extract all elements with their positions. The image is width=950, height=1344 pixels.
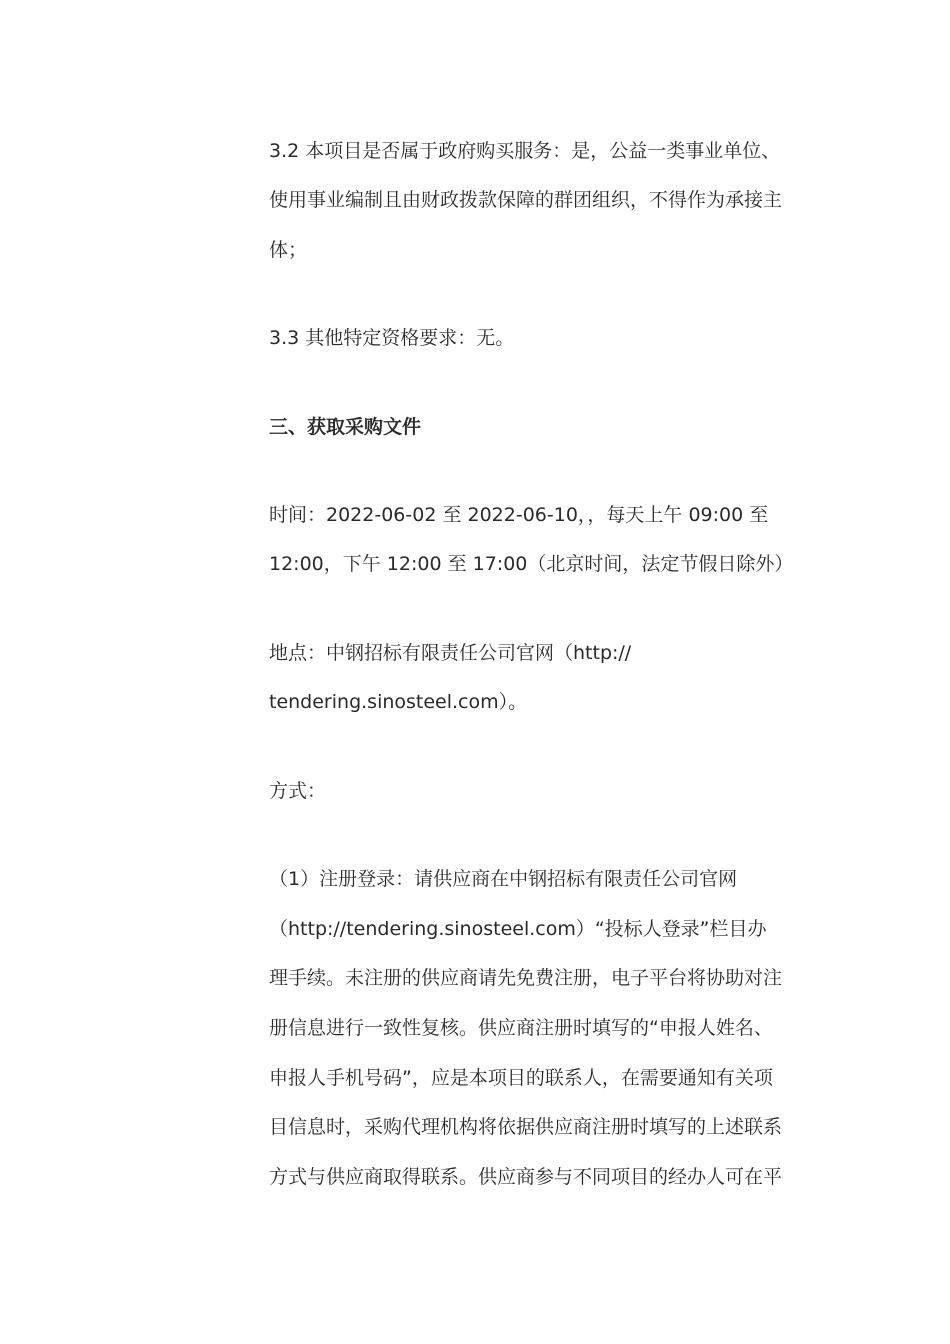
method-1-line-2: （http://tendering.sinosteel.com）“投标人登录”栏目办 [269,918,767,940]
time-line-1: 时间：2022-06-02 至 2022-06-10，，每天上午 09:00 至 [269,504,769,526]
section-3-3-line-1: 3.3 其他特定资格要求：无。 [269,327,515,349]
method-1-line-3: 理手续。未注册的供应商请先免费注册，电子平台将协助对注 [269,967,783,989]
time-line-2: 12:00，下午 12:00 至 17:00（北京时间，法定节假日除外） [269,553,794,575]
section-3-2-line-2: 使用事业编制且由财政拨款保障的群团组织，不得作为承接主 [269,189,783,211]
section-3-2-line-1: 3.2 本项目是否属于政府购买服务：是，公益一类事业单位、 [269,140,781,162]
method-1-line-6: 目信息时，采购代理机构将依据供应商注册时填写的上述联系 [269,1116,783,1138]
location-line-1: 地点：中钢招标有限责任公司官网（http:// [269,642,632,664]
section-heading-obtain-documents: 三、获取采购文件 [269,416,422,438]
method-1-line-4: 册信息进行一致性复核。供应商注册时填写的“申报人姓名、 [269,1017,773,1039]
location-line-2: tendering.sinosteel.com）。 [269,691,528,713]
method-label: 方式： [269,780,327,802]
method-1-line-7: 方式与供应商取得联系。供应商参与不同项目的经办人可在平 [269,1166,783,1188]
method-1-line-5: 申报人手机号码”，应是本项目的联系人，在需要通知有关项 [269,1067,773,1089]
method-1-line-1: （1）注册登录：请供应商在中钢招标有限责任公司官网 [269,868,738,890]
section-3-2-line-3: 体； [269,239,308,261]
